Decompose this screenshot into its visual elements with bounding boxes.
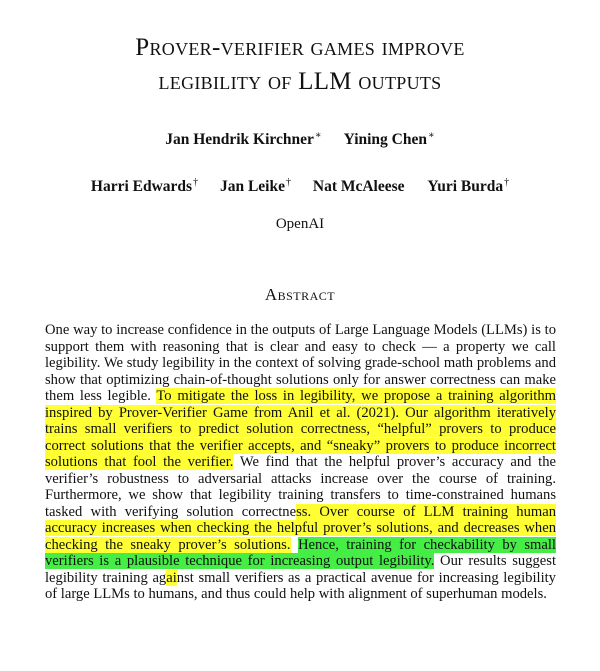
author: Jan Leike† <box>219 177 291 196</box>
author: Harri Edwards† <box>90 177 199 196</box>
abstract-text-segment <box>291 537 298 553</box>
abstract-heading: Abstract <box>264 285 336 304</box>
author: Yining Chen∗ <box>343 130 435 149</box>
affiliation: OpenAI <box>275 216 325 232</box>
highlighted-text-yellow: ai <box>166 569 177 586</box>
author: Jan Hendrik Kirchner∗ <box>165 130 322 149</box>
paper-title-line-1: Prover-verifier games improve <box>135 34 465 61</box>
abstract-body <box>45 322 556 603</box>
abstract-text-segment: One way to increase confidence in the outputs of Large Language Models (LLMs) is to support them with reasoning that is clear and easy to check — a property we call legibility. We study legibility in the context of solving grade-school math problems and show that optimizing chain-of-thought solutions only for answer correctness can make them less legible. <box>45 322 556 404</box>
highlighted-text-green: Hence, training for checkability by small verifiers is a plausible technique for increasing output legibility. <box>45 536 556 569</box>
author: Yuri Burda† <box>427 177 510 196</box>
abstract-text-segment: Our results suggest legibility training ag <box>45 553 556 586</box>
paper-title-line-2: legibility of LLM outputs <box>158 68 442 95</box>
author-row-1 <box>0 126 600 150</box>
author-row-2 <box>0 173 600 197</box>
author: Nat McAleese <box>312 178 405 196</box>
highlighted-text-yellow: To mitigate the loss in legibility, we propose a training algorithm inspired by Prover-Verifier Game from Anil et al. (2021). Our algorithm iteratively trains small verifiers to predict solution correctness, “helpful” provers to produce correct solutions that the verifier accepts, and “sneaky” provers to produce incorrect solutions that fool the verifier. <box>45 388 556 470</box>
abstract-text-segment: nst small verifiers as a practical avenue for increasing legibility of large LLMs to humans, and thus could help with alignment of superhuman models. <box>45 569 556 602</box>
abstract-text-segment: We find that the helpful prover’s accuracy and the verifier’s robustness to adversarial attacks increase over the course of training. Furthermore, we show that legibility training transfers to time-constrained humans tasked with verifying solution correctne <box>45 454 556 520</box>
highlighted-text-yellow: ss. Over course of LLM training human accuracy increases when checking the helpful prover’s solutions, and decreases when checking the sneaky prover’s solutions. <box>45 503 557 553</box>
